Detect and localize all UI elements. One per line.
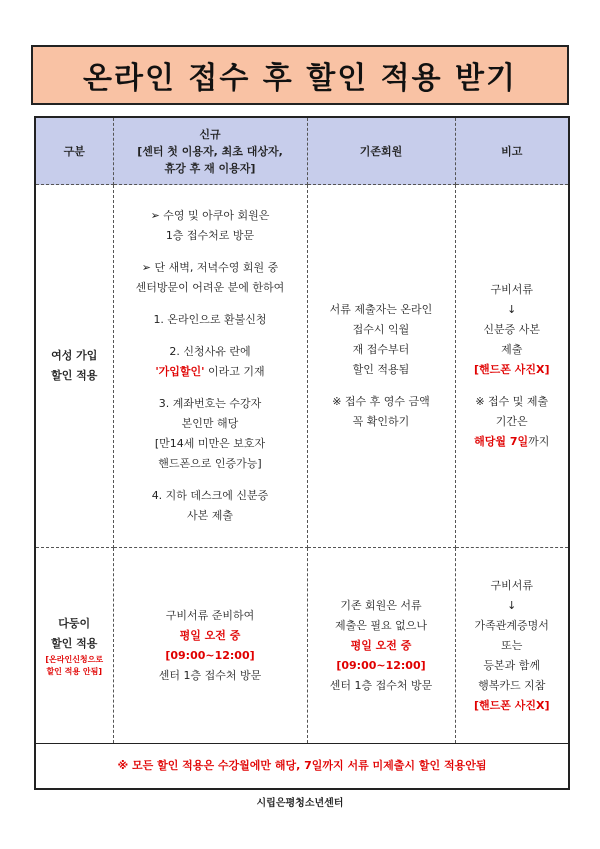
row-label-female: 여성 가입 할인 적용 <box>35 185 113 548</box>
cell-female-existing: 서류 제출자는 온라인 접수시 익월 재 접수부터 할인 적용됨 ※ 접수 후 영수 금액 꼭 확인하기 <box>307 185 455 548</box>
footer-note: ※ 모든 할인 적용은 수강월에만 해당, 7일까지 서류 미제출시 할인 적용안됨 <box>35 744 569 790</box>
row-label-multichild: 다둥이 할인 적용 [온라인신청으로 할인 적용 안됨] <box>35 548 113 744</box>
cell-multichild-existing: 기존 회원은 서류 제출은 필요 없으나 평일 오전 중 [09:00~12:00] 센터 1층 접수처 방문 <box>307 548 455 744</box>
arrow-down-icon: ↓ <box>507 303 517 316</box>
header-row <box>35 117 569 185</box>
title-box <box>31 45 569 105</box>
header-existing: 기존회원 <box>307 117 455 185</box>
header-category: 구분 <box>35 117 113 185</box>
cell-multichild-new: 구비서류 준비하여 평일 오전 중 [09:00~12:00] 센터 1층 접수처 방문 <box>113 548 307 744</box>
row-multichild-discount <box>35 548 569 744</box>
organization-name: 시립은평청소년센터 <box>256 798 344 809</box>
cell-female-new: ➢ 수영 및 아쿠아 회원은 1층 접수처로 방문 ➢ 단 새벽, 저녁수영 회원 중 센터방문이 어려운 분에 한하여 1. 온라인으로 환불신청 2. 신청사유 란에 '가입할인' 이라고 기재 3. 계좌번호는 수강자 본인만 해당 [만14세 미만은 보호자 핸드폰으로 인증가능] 4. 지하 데스크에 신분증 사본 제출 <box>113 185 307 548</box>
row-female-discount <box>35 185 569 548</box>
header-note: 비고 <box>455 117 569 185</box>
cell-multichild-note: 구비서류 ↓ 가족관계증명서 또는 등본과 함께 행복카드 지참 [핸드폰 사진X] <box>455 548 569 744</box>
discount-table <box>34 116 570 790</box>
arrow-down-icon: ↓ <box>507 598 517 612</box>
page-title: 온라인 접수 후 할인 적용 받기 <box>83 61 517 96</box>
footer-row <box>35 744 569 790</box>
cell-female-note: 구비서류 ↓ 신분증 사본 제출 [핸드폰 사진X] ※ 접수 및 제출 기간은 해당월 7일까지 <box>455 185 569 548</box>
header-new: 신규 [센터 첫 이용자, 최초 대상자, 휴강 후 재 이용자] <box>113 117 307 185</box>
